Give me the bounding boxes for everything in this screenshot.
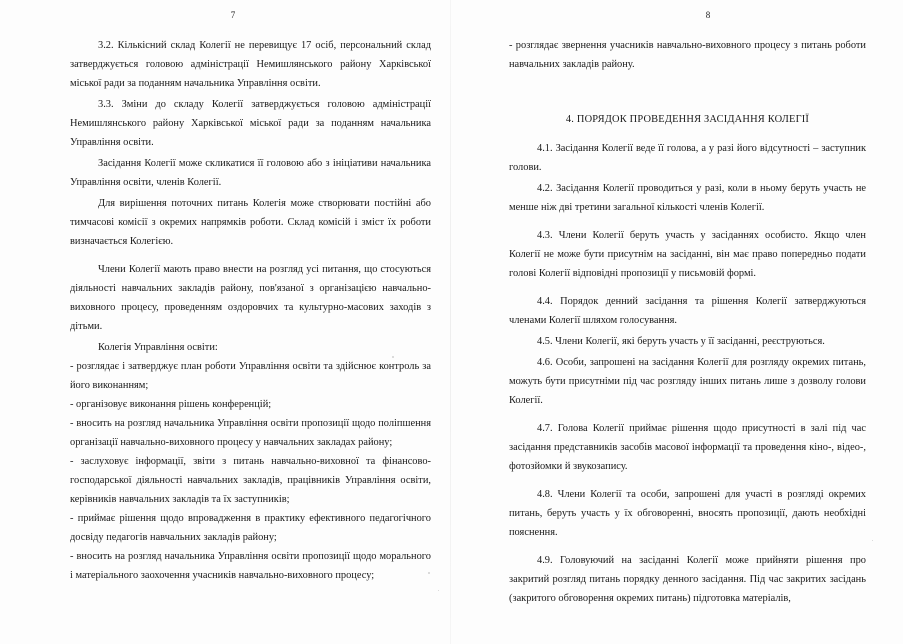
paragraph-4-9: 4.9. Головуючий на засіданні Колегії може прийняти рішення про закритий розгляд питань порядку денного засідання. Під час закритих засідань (закритого обговорення окремих питань) підготовка матеріалів, (509, 555, 866, 604)
paragraph-4-8: 4.8. Члени Колегії та особи, запрошені для участі в розгляді окремих питань, беруть участь у їх обговоренні, вносять пропозиції, дають необхідні пояснення. (509, 489, 866, 538)
right-page-text (509, 36, 866, 608)
paragraph-meeting-convening: Засідання Колегії може скликатися її головою або з ініціативи начальника Управління освіти, членів Колегії. (70, 158, 431, 188)
paragraph-4-4: 4.4. Порядок денний засідання та рішення Колегії затверджуються членами Колегії шляхом голосування. (509, 296, 866, 326)
paragraph-4-6: 4.6. Особи, запрошені на засідання Колегії для розгляду окремих питань, можуть бути присутніми під час розгляду інших питань лише з дозволу голови Колегії. (509, 357, 866, 406)
list-item: - розглядає і затверджує план роботи Управління освіти та здійснює контроль за його виконанням; (70, 361, 431, 391)
paragraph-4-1: 4.1. Засідання Колегії веде її голова, а у разі його відсутності – заступник голови. (509, 143, 866, 173)
list-item: - організовує виконання рішень конференцій; (70, 399, 272, 410)
left-page (0, 0, 451, 644)
section-heading: 4. ПОРЯДОК ПРОВЕДЕННЯ ЗАСІДАННЯ КОЛЕГІЇ (565, 114, 810, 125)
list-item: - вносить на розгляд начальника Управління освіти пропозиції щодо морального і матеріального заохочення учасників навчально-виховного процесу; (70, 551, 431, 581)
right-page (451, 0, 903, 644)
page-number-right: 8 (705, 10, 711, 20)
paragraph-4-7: 4.7. Голова Колегії приймає рішення щодо присутності в залі під час засідання представників засобів масової інформації та проведення кіно-, відео-, фотозйомки й звукозапису. (509, 423, 866, 472)
paragraph-4-5: 4.5. Члени Колегії, які беруть участь у її засіданні, реєструються. (537, 336, 825, 347)
scan-speck (872, 540, 873, 541)
list-item: - вносить на розгляд начальника Управління освіти пропозиції щодо поліпшення організації навчально-виховного процесу у навчальних закладах району; (70, 418, 431, 448)
page-number-left: 7 (230, 10, 236, 20)
scan-speck (392, 356, 394, 358)
paragraph-collegium-duties-intro: Колегія Управління освіти: (98, 342, 218, 353)
paragraph-commissions: Для вирішення поточних питань Колегія може створювати постійні або тимчасові комісії з окремих напрямків роботи. Склад комісій і зміст їх роботи визначається Колегією. (70, 198, 431, 247)
paragraph-members-rights: Члени Колегії мають право внести на розгляд усі питання, що стосуються діяльності навчальних закладів району, пов'язаної з організацією навчально-виховного процесу, проведенням оздоровчих та культурно-масових заходів з дітьми. (70, 264, 431, 332)
scan-speck (438, 590, 439, 591)
paragraph-3-3: 3.3. Зміни до складу Колегії затверджується головою адміністрації Немишлянського району Харківської міської ради за поданням начальника Управління освіти. (70, 99, 431, 148)
list-item: - розглядає звернення учасників навчально-виховного процесу з питань роботи навчальних закладів району. (509, 40, 866, 70)
paragraph-3-2: 3.2. Кількісний склад Колегії не перевищує 17 осіб, персональний склад затверджується головою адміністрації Немишлянського району Харківської міської ради за поданням начальника Управління освіти. (70, 40, 431, 89)
paragraph-4-3: 4.3. Члени Колегії беруть участь у засіданнях особисто. Якщо член Колегії не може бути присутнім на засіданні, він має право попередньо подати голові Колегії відповідні пропозиції у письмовій формі. (509, 230, 866, 279)
left-page-text (70, 36, 431, 585)
paragraph-4-2: 4.2. Засідання Колегії проводиться у разі, коли в ньому беруть участь не менше ніж дві третини загальної кількості членів Колегії. (509, 183, 866, 213)
scan-speck (428, 572, 430, 574)
list-item: - заслуховує інформації, звіти з питань навчально-виховної та фінансово-господарської діяльності навчальних закладів, працівників Управління освіти, керівників навчальних закладів та їх заступників; (70, 456, 431, 505)
list-item: - приймає рішення щодо впровадження в практику ефективного педагогічного досвіду педагогів навчальних закладів району; (70, 513, 431, 543)
